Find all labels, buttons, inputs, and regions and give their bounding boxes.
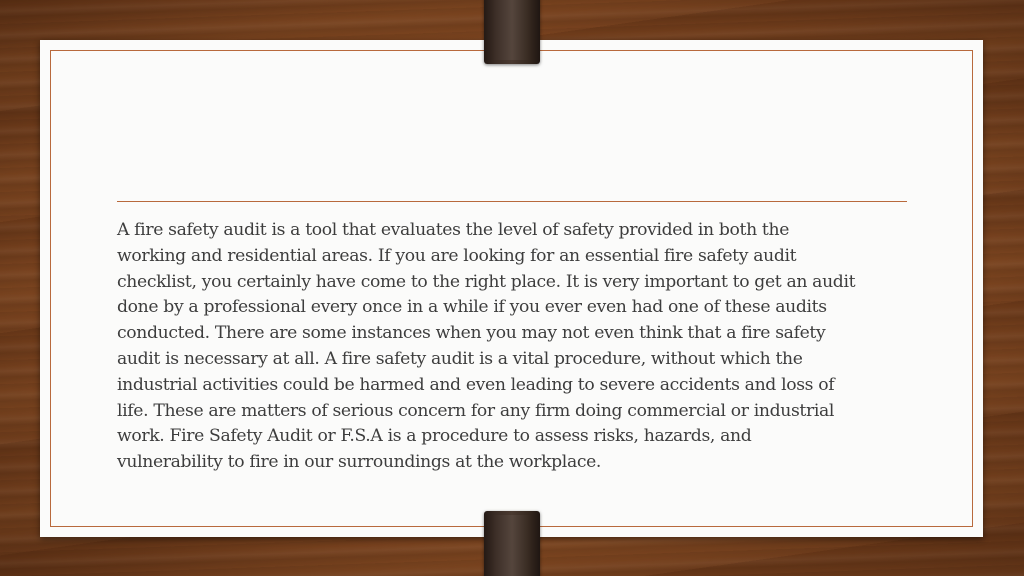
body-line: done by a professional every once in a while if you ever even had one of these audits xyxy=(117,297,827,318)
body-line: industrial activities could be harmed and even leading to severe accidents and loss of xyxy=(117,374,835,395)
bottom-binder-clip xyxy=(484,511,540,576)
body-line: conducted. There are some instances when you may not even think that a fire safety xyxy=(117,323,826,344)
body-line: work. Fire Safety Audit or F.S.A is a procedure to assess risks, hazards, and xyxy=(117,426,752,447)
body-line: audit is necessary at all. A fire safety audit is a vital procedure, without which the xyxy=(117,348,803,369)
body-line: working and residential areas. If you are looking for an essential fire safety audit xyxy=(117,245,797,266)
body-paragraph xyxy=(117,218,917,476)
body-line: A fire safety audit is a tool that evaluates the level of safety provided in both the xyxy=(117,220,790,240)
slide-card xyxy=(40,40,983,537)
body-line: life. These are matters of serious concern for any firm doing commercial or industrial xyxy=(117,400,835,421)
title-divider xyxy=(117,201,907,202)
body-line: checklist, you certainly have come to the right place. It is very important to get an audit xyxy=(117,271,856,292)
top-binder-clip xyxy=(484,0,540,64)
body-line: vulnerability to fire in our surroundings at the workplace. xyxy=(117,452,602,473)
